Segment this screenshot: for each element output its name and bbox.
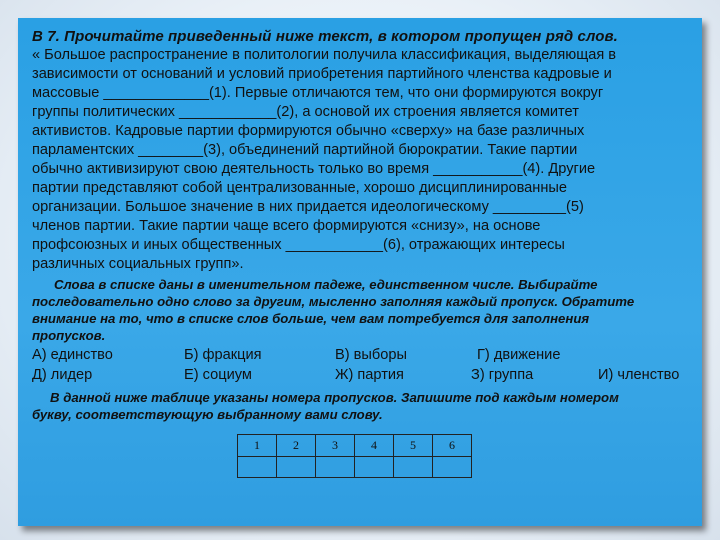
passage-line: массовые _____________(1). Первые отличаются тем, что они формируются вокруг xyxy=(32,85,604,101)
task-heading: В 7. Прочитайте приведенный ниже текст, в котором пропущен ряд слов. xyxy=(32,28,618,45)
gap-number-cell: 6 xyxy=(433,435,472,457)
table-row xyxy=(238,435,472,457)
instruction-line: последовательно одно слово за другим, мысленно заполняя каждый пропуск. Обратите xyxy=(32,294,635,309)
instruction-line: пропусков. xyxy=(32,328,106,343)
gap-number-cell: 1 xyxy=(238,435,277,457)
answer-cell[interactable] xyxy=(316,457,355,478)
passage-line: профсоюзных и иных общественных ____________(6), отражающих интересы xyxy=(32,237,565,253)
option-g: Г) движение xyxy=(477,347,561,363)
answer-cell[interactable] xyxy=(355,457,394,478)
gap-number-cell: 2 xyxy=(277,435,316,457)
table-instruction xyxy=(32,389,688,423)
table-row xyxy=(238,457,472,478)
answer-cell[interactable] xyxy=(394,457,433,478)
answer-cell[interactable] xyxy=(433,457,472,478)
answer-table xyxy=(237,434,472,478)
passage-line: организации. Большое значение в них придается идеологическому _________(5) xyxy=(32,199,584,215)
word-list-instruction xyxy=(32,276,688,344)
content-panel xyxy=(18,18,702,526)
instruction-line: В данной ниже таблице указаны номера пропусков. Запишите под каждым номером xyxy=(50,390,619,405)
passage-line: партии представляют собой централизованные, хорошо дисциплинированные xyxy=(32,180,567,196)
option-d: Д) лидер xyxy=(32,367,93,383)
instruction-line: внимание на то, что в списке слов больше, чем вам потребуется для заполнения xyxy=(32,311,590,326)
option-b: Б) фракция xyxy=(184,347,262,363)
passage-line: группы политических ____________(2), а основой их строения является комитет xyxy=(32,104,579,120)
passage-line: обычно активизируют свою деятельность только во время ___________(4). Другие xyxy=(32,161,596,177)
passage-line: « Большое распространение в политологии получила классификация, выделяющая в xyxy=(32,47,617,63)
gap-number-cell: 3 xyxy=(316,435,355,457)
passage-line: активистов. Кадровые партии формируются обычно «сверху» на базе различных xyxy=(32,123,585,139)
option-v: В) выборы xyxy=(335,347,407,363)
answer-cell[interactable] xyxy=(238,457,277,478)
option-zh: Ж) партия xyxy=(335,367,404,383)
instruction-line: букву, соответствующую выбранному вами слову. xyxy=(32,407,383,422)
option-a: А) единство xyxy=(32,347,113,363)
gap-number-cell: 4 xyxy=(355,435,394,457)
option-z: З) группа xyxy=(471,367,534,383)
options-row xyxy=(32,346,688,366)
passage-line: различных социальных групп». xyxy=(32,256,244,272)
passage-text xyxy=(32,46,688,274)
options-row xyxy=(32,366,688,386)
passage-line: зависимости от оснований и условий приобретения партийного членства кадровые и xyxy=(32,66,612,82)
passage-line: членов партии. Такие партии чаще всего формируются «снизу», на основе xyxy=(32,218,541,234)
passage-line: парламентских ________(3), объединений партийной бюрократии. Такие партии xyxy=(32,142,578,158)
instruction-line: Слова в списке даны в именительном падеже, единственном числе. Выбирайте xyxy=(54,277,598,292)
option-i: И) членство xyxy=(598,367,680,383)
option-e: Е) социум xyxy=(184,367,252,383)
word-options xyxy=(32,346,688,386)
answer-cell[interactable] xyxy=(277,457,316,478)
gap-number-cell: 5 xyxy=(394,435,433,457)
